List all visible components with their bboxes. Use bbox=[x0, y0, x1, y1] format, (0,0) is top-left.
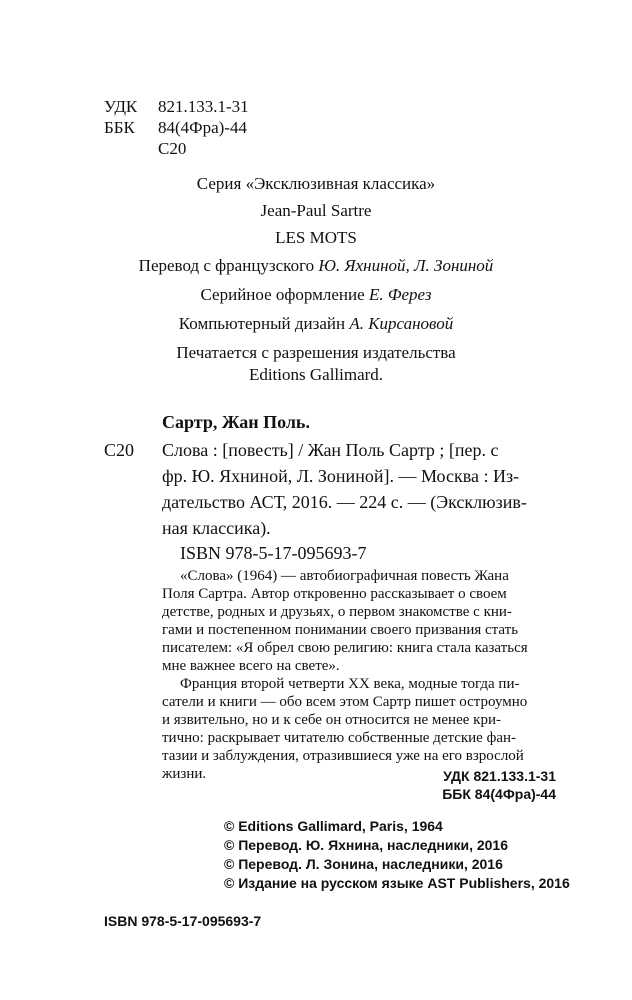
computer-designer: А. Кирсановой bbox=[349, 314, 454, 333]
series-line bbox=[0, 174, 632, 194]
annotation-line: «Слова» (1964) — автобиографичная повесть Жана bbox=[180, 568, 509, 584]
annotation-line: Поля Сартра. Автор откровенно рассказывает о своем bbox=[162, 586, 507, 602]
annotation bbox=[162, 567, 532, 783]
bottom-isbn: ISBN 978-5-17-095693-7 bbox=[104, 913, 262, 929]
title-original: LES MOTS bbox=[275, 228, 357, 247]
description-line: ная классика). bbox=[162, 518, 271, 538]
permission-line-1: Печатается с разрешения издательства bbox=[176, 343, 456, 362]
copyright-line: © Перевод. Ю. Яхнина, наследники, 2016 bbox=[224, 837, 509, 853]
catalog-description bbox=[162, 437, 542, 541]
design-line bbox=[0, 285, 632, 305]
description-line: Слова : [повесть] / Жан Поль Сартр ; [пер. с bbox=[162, 440, 499, 460]
annotation-line: гами и постепенном понимании своего призвания стать bbox=[162, 622, 519, 638]
computer-design-line bbox=[0, 314, 632, 334]
annotation-line: писателем: «Я обрел свою религию: книга стала казаться bbox=[162, 640, 528, 656]
annotation-paragraph-2 bbox=[162, 675, 532, 783]
series-name: «Эксклюзивная классика» bbox=[245, 174, 436, 193]
design-prefix: Серийное оформление bbox=[200, 285, 365, 304]
annotation-line: Франция второй четверти XX века, модные тогда пи- bbox=[180, 676, 520, 692]
copyright-line: © Издание на русском языке AST Publishers, 2016 bbox=[224, 875, 570, 891]
author-mark: С20 bbox=[158, 139, 187, 158]
series-prefix: Серия bbox=[196, 174, 242, 193]
computer-design-prefix: Компьютерный дизайн bbox=[178, 314, 346, 333]
annotation-line: сатели и книги — обо всем этом Сартр пишет остроумно bbox=[162, 694, 528, 710]
annotation-line: тично: раскрывает читателю собственные детские фан- bbox=[162, 730, 516, 746]
designer: Е. Ферез bbox=[368, 285, 432, 304]
annotation-line: детстве, родных и друзьях, о первом знакомстве с кни- bbox=[162, 604, 512, 620]
footer-bbk: ББК 84(4Фра)-44 bbox=[442, 786, 556, 802]
udk-label: УДК bbox=[104, 97, 138, 116]
translation-prefix: Перевод с французского bbox=[138, 256, 315, 275]
catalog-author-heading: Сартр, Жан Поль. bbox=[162, 412, 310, 432]
annotation-line: тазии и заблуждения, отразившиеся уже на его взрослой bbox=[162, 748, 524, 764]
copyright-line: © Editions Gallimard, Paris, 1964 bbox=[224, 818, 443, 834]
footer-udk: УДК 821.133.1-31 bbox=[443, 768, 556, 784]
author-original: Jean-Paul Sartre bbox=[260, 201, 372, 220]
bbk-value: 84(4Фра)-44 bbox=[158, 118, 247, 137]
translators: Ю. Яхниной, Л. Зониной bbox=[318, 256, 494, 275]
annotation-line: и язвительно, но и к себе он относится не менее кри- bbox=[162, 712, 501, 728]
description-line: фр. Ю. Яхниной, Л. Зониной]. — Москва : Из- bbox=[162, 466, 520, 486]
catalog-mark: С20 bbox=[104, 440, 135, 460]
annotation-paragraph-1 bbox=[162, 567, 532, 675]
description-line: дательство АСТ, 2016. — 224 с. — (Эксклюзив- bbox=[162, 492, 527, 512]
permission-line-2: Editions Gallimard. bbox=[248, 365, 384, 384]
catalog-isbn: ISBN 978-5-17-095693-7 bbox=[180, 543, 367, 563]
translation-line bbox=[0, 256, 632, 276]
annotation-line: жизни. bbox=[162, 766, 207, 782]
copyright-line: © Перевод. Л. Зонина, наследники, 2016 bbox=[224, 856, 503, 872]
udk-value: 821.133.1-31 bbox=[158, 97, 249, 116]
bbk-label: ББК bbox=[104, 118, 135, 137]
annotation-line: мне важнее всего на свете». bbox=[162, 658, 340, 674]
